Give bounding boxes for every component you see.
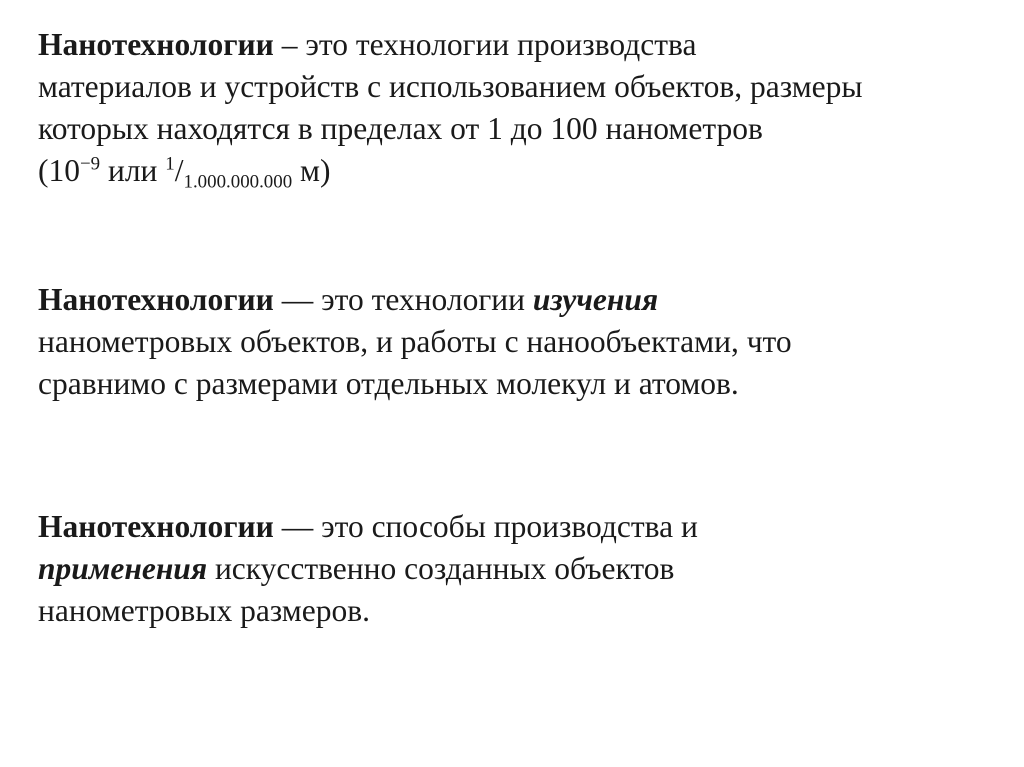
fraction-denominator: 1.000.000.000: [183, 171, 293, 193]
definition-2-line-1: [38, 279, 998, 321]
definition-3-line-3: нанометровых размеров.: [38, 593, 370, 628]
definition-3-term: Нанотехнологии: [38, 509, 274, 544]
definition-2-line-3: сравнимо с размерами отдельных молекул и атомов.: [38, 366, 739, 401]
definition-2-emphasis: изучения: [532, 282, 659, 317]
definition-2-line-1-text: — это технологии: [273, 282, 533, 317]
definition-paragraph-1: [38, 24, 998, 192]
definition-1-line-1-text: – это технологии производства: [273, 27, 697, 62]
definition-1-line-4: [38, 150, 998, 192]
fraction-slash: /: [174, 153, 184, 188]
definition-3-line-2-text: искусственно созданных объектов: [207, 551, 675, 586]
definition-3-line-1: [38, 506, 998, 548]
definition-1-term: Нанотехнологии: [38, 27, 274, 62]
fraction-numerator: 1: [165, 153, 175, 175]
definition-2-term: Нанотехнологии: [38, 282, 274, 317]
definition-1-line-1: [38, 24, 998, 66]
definition-paragraph-2: [38, 279, 998, 405]
definition-paragraph-3: [38, 506, 998, 632]
scale-or: или: [100, 153, 166, 188]
definition-1-line-3: которых находятся в пределах от 1 до 100 нанометров: [38, 111, 763, 146]
definition-1-line-2: материалов и устройств с использованием объектов, размеры: [38, 69, 863, 104]
scale-open: (10: [38, 153, 80, 188]
definition-2-line-2: нанометровых объектов, и работы с нанообъектами, что: [38, 324, 792, 359]
definition-3-line-1-text: — это способы производства и: [273, 509, 698, 544]
scale-exponent: −9: [80, 153, 101, 175]
definition-3-emphasis: применения: [38, 551, 208, 586]
scale-unit: м): [292, 153, 331, 188]
definition-3-line-2: [38, 548, 998, 590]
